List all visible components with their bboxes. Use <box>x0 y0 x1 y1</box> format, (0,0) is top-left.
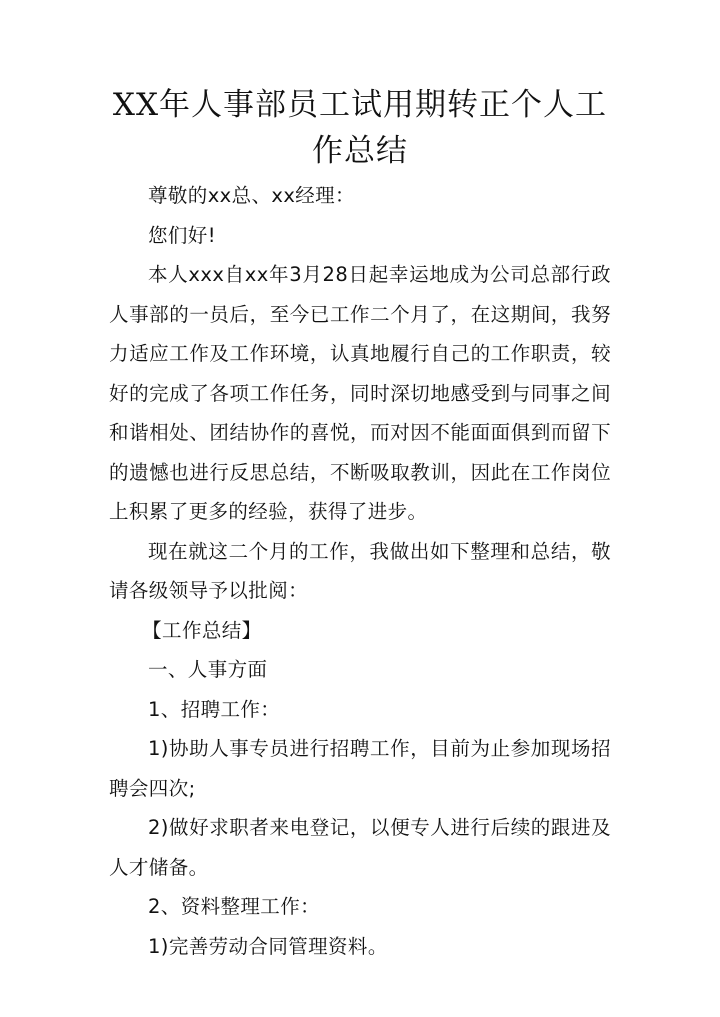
subsection-heading-recruitment: 1、招聘工作： <box>148 697 281 721</box>
subsection-heading-documents: 2、资料整理工作： <box>148 895 321 918</box>
section-heading-work-summary: 【工作总结】 <box>142 618 262 642</box>
summary-request-paragraph: 现在就这二个月的工作，我做出如下整理和总结，敬请各级领导予以批阅： <box>109 539 611 602</box>
document-title: XX年人事部员工试用期转正个人工作总结 <box>112 87 608 169</box>
greeting: 您们好! <box>148 223 216 247</box>
documents-item-1: 1)完善劳动合同管理资料。 <box>148 934 388 958</box>
recruitment-item-2: 2)做好求职者来电登记，以便专人进行后续的跟进及人才储备。 <box>109 816 611 879</box>
recruitment-item-1: 1)协助人事专员进行招聘工作，目前为止参加现场招聘会四次; <box>109 737 611 800</box>
intro-paragraph: 本人xxx自xx年3月28日起幸运地成为公司总部行政人事部的一员后，至今已工作二个月了，在这期间，我努力适应工作及工作环境，认真地履行自己的工作职责，较好的完成了各项工作任务，同时深切地感受到与同事之间和谐相处、团结协作的喜悦，而对因不能面面俱到而留下的遗憾也进行反思总结，不断吸取教训，因此在工作岗位上积累了更多的经验，获得了进步。 <box>109 263 611 523</box>
section-heading-personnel: 一、人事方面 <box>148 658 268 681</box>
document-body <box>109 176 611 966</box>
salutation: 尊敬的xx总、xx经理： <box>148 184 355 207</box>
